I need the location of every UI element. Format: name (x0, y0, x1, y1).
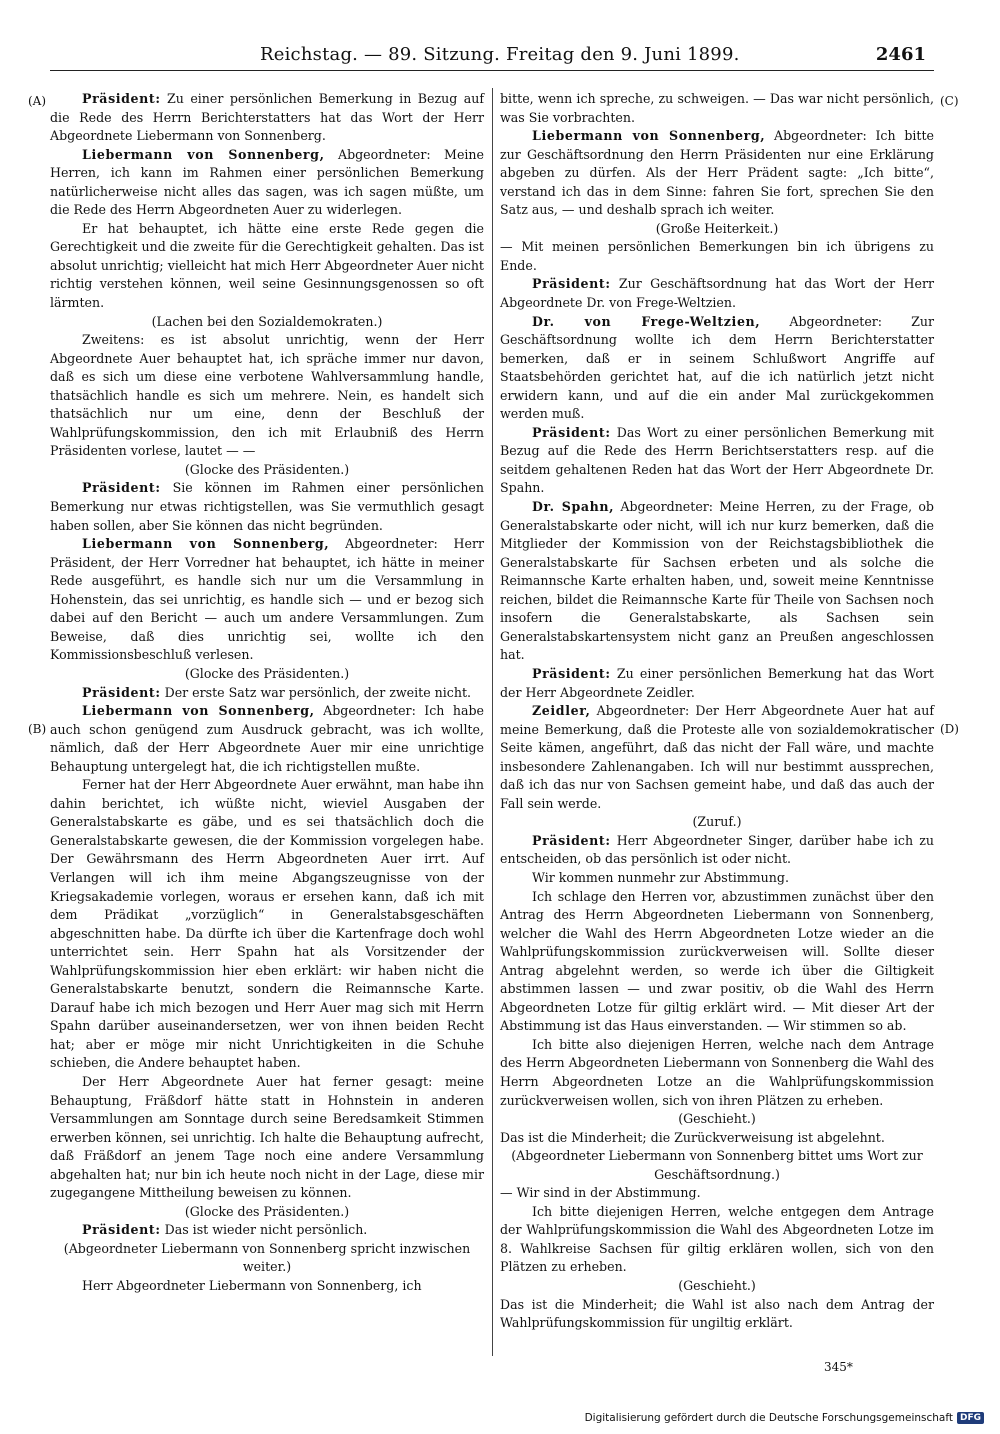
speech-paragraph (500, 1203, 934, 1277)
speech-paragraph (50, 776, 484, 1073)
speech-text: Das ist die Minderheit; die Zurückverweisung ist abgelehnt. (500, 1129, 885, 1145)
speaker-name: Präsident: (82, 91, 161, 106)
left-column (50, 90, 484, 1296)
speech-paragraph (50, 535, 484, 665)
speech-paragraph (50, 220, 484, 313)
stage-direction: (Abgeordneter Liebermann von Sonnenberg bittet ums Wort zur Geschäftsordnung.) (511, 1148, 923, 1182)
speech-text: Ich bitte diejenigen Herren, welche entgegen dem Antrage der Wahlprüfungskommission die Wahl des Abgeordneten Lotze im 8. Wahlkreise Sachsen für giltig erklären wollen, sich von den Plätzen zu erheben. (500, 1203, 934, 1275)
stage-direction: (Geschieht.) (678, 1278, 756, 1293)
speaker-name: Dr. Spahn, (532, 499, 615, 515)
dfg-logo: DFG (957, 1412, 984, 1424)
margin-mark-b: (B) (28, 722, 47, 736)
speaker-name: Liebermann von Sonnenberg, (82, 146, 325, 162)
speech-text: Wir kommen nunmehr zur Abstimmung. (532, 869, 789, 885)
speech-text: Das ist die Minderheit; die Wahl ist also nach dem Antrag der Wahlprüfungskommission für ungiltig erklärt. (500, 1296, 934, 1331)
speech-paragraph (50, 331, 484, 461)
stage-direction: (Große Heiterkeit.) (655, 220, 779, 236)
digitization-note: Digitalisierung gefördert durch die Deutsche Forschungsgemeinschaft (584, 1412, 953, 1424)
stage-direction: (Glocke des Präsidenten.) (184, 1203, 350, 1219)
speech-text: Abgeordneter: Herr Präsident, der Herr Vorredner hat behauptet, ich hätte in meiner Rede ausgeführt, es handle sich nur um die Versammlung in Hohenstein, das sei unrichtig, es handle sich — und er bezog sich dabei auf den Bericht — auch um andere Versammlungen. Zum Beweise, daß dies unrichtig sei, wollte ich den Kommissionsbeschluß verlesen. (50, 536, 484, 663)
speech-paragraph (500, 702, 934, 813)
stage-direction: (Geschieht.) (678, 1111, 756, 1127)
speaker-name: Dr. von Frege-Weltzien, (532, 313, 761, 329)
speech-paragraph (50, 702, 484, 776)
speech-text: Abgeordneter: Meine Herren, ich kann im Rahmen einer persönlichen Bemerkung natürlicherweise nicht alles das sagen, was ich sagen müßte, um die Rede des Herrn Abgeordneten Auer zu widerlegen. (50, 146, 484, 218)
speech-text: Abgeordneter: Der Herr Abgeordnete Auer hat auf meine Bemerkung, daß die Proteste alle von sozialdemokratischer Seite kämen, angeführt, daß das nicht der Fall wäre, und machte insbesondere Zahlenangaben. Ich will nur bestimmt aussprechen, daß ich das nur von Sachsen gemeint habe, und daß das auch der Fall sein werde. (500, 703, 934, 811)
speech-text: Abgeordneter: Ich bitte zur Geschäftsordnung den Herrn Präsidenten nur eine Erklärung abgeben zu dürfen. Als der Herr Prädent sagte: „Ich bitte“, verstand ich das in dem Sinne: fahren Sie fort, sprechen Sie den Satz aus, — und deshalb sprach ich weiter. (500, 128, 934, 218)
speech-paragraph (50, 1073, 484, 1203)
speech-paragraph (500, 832, 934, 869)
speech-paragraph (500, 238, 934, 275)
speech-text: Abgeordneter: Meine Herren, zu der Frage, ob Generalstabskarte oder nicht, will ich nur kurz bemerken, daß die Mitglieder der Kommission von der Reichstagsbibliothek die Generalstabskarte für Sachsen erbeten und als solche die Reimannsche Karte erhalten haben, und, soweit meine Kenntnisse reichen, bildet die Reimannsche Karte für Theile von Sachsen noch insofern die Generalstabskarte, als Sachsen sein Generalstabskartensystem nicht ganz an Preußen angeschlossen hat. (500, 499, 934, 663)
speech-paragraph (500, 313, 934, 424)
speaker-name: Präsident: (82, 480, 161, 496)
margin-mark-c: (C) (940, 94, 959, 108)
speech-paragraph (50, 90, 484, 146)
page-header (50, 38, 934, 71)
speech-text: Sie können im Rahmen einer persönlichen Bemerkung nur etwas richtigstellen, was Sie vermuthlich gesagt haben sollen, aber Sie können das nicht begründen. (50, 480, 484, 533)
speech-text: Abgeordneter: Zur Geschäftsordnung wollte ich dem Herrn Berichterstatter bemerken, daß er in seinem Schlußwort Angriffe auf Staatsbehörden gerichtet hat, auf die ich natürlich jetzt nicht erwidern kann, und auf die ein ander Mal zurückgekommen werden muß. (500, 313, 934, 422)
speech-paragraph (500, 90, 934, 127)
speech-paragraph (500, 498, 934, 665)
speech-text: Ich schlage den Herren vor, abzustimmen zunächst über den Antrag des Herrn Abgeordneten Liebermann von Sonnenberg, welcher die Wahl des Herrn Abgeordneten Lotze wieder an die Wahlprüfungskommission zurückverweisen will. Sollte dieser Antrag abgelehnt werden, so werde ich über die Giltigkeit abstimmen lassen — und zwar positiv, ob die Wahl des Herrn Abgeordneten Lotze für giltig erklärt wird. — Mit dieser Art der Abstimmung ist das Haus einverstanden. — Wir stimmen so ab. (500, 888, 934, 1034)
speech-text: Herr Abgeordneter Liebermann von Sonnenberg, ich (82, 1278, 422, 1293)
stage-direction: (Zuruf.) (692, 814, 742, 830)
speaker-name: Liebermann von Sonnenberg, (82, 703, 315, 719)
speech-text: Zweitens: es ist absolut unrichtig, wenn der Herr Abgeordnete Auer behauptet hat, ich spräche immer nur davon, daß es sich um diese eine verbotene Wahlversammlung handle, thatsächlich handle es sich um mehrere. Nein, es handelt sich thatsächlich nur um eine, denn der Beschluß der Wahlprüfungskommission, den ich mit Erlaubniß des Herrn Präsidenten vorlese, lautet — — (50, 332, 484, 459)
speech-text: Der erste Satz war persönlich, der zweite nicht. (164, 684, 472, 700)
right-column (500, 90, 934, 1333)
speaker-name: Präsident: (532, 832, 611, 848)
stage-direction: (Lachen bei den Sozialdemokraten.) (151, 313, 383, 329)
stage-direction: (Abgeordneter Liebermann von Sonnenberg spricht inzwischen weiter.) (63, 1240, 471, 1275)
speaker-name: Präsident: (532, 424, 611, 440)
stage-direction: (Glocke des Präsidenten.) (184, 461, 350, 477)
speech-paragraph (500, 275, 934, 312)
margin-mark-d: (D) (940, 722, 959, 736)
speech-paragraph (50, 684, 484, 703)
speech-paragraph (500, 1184, 934, 1203)
speaker-name: Präsident: (82, 1222, 161, 1238)
speech-paragraph (500, 888, 934, 1036)
speech-paragraph (500, 665, 934, 702)
speech-text: Der Herr Abgeordnete Auer hat ferner gesagt: meine Behauptung, Fräßdorf hätte statt in Hohnstein in anderen Versammlungen am Sonntage durch seine Beredsamkeit Stimmen erwerben können, sei unrichtig. Ich halte die Behauptung aufrecht, daß Fräßdorf an jenem Tage noch eine andere Versammlung abgehalten hat; nur bin ich heute noch nicht in der Lage, diese mir zugegangene Mittheilung beweisen zu können. (50, 1073, 484, 1201)
speech-paragraph (50, 1277, 484, 1296)
digitization-credit (585, 1412, 984, 1424)
speech-text: — Mit meinen persönlichen Bemerkungen bin ich übrigens zu Ende. (500, 239, 934, 273)
speaker-name: Zeidler, (532, 703, 591, 719)
speaker-name: Liebermann von Sonnenberg, (82, 536, 330, 552)
margin-mark-a: (A) (28, 94, 47, 108)
speech-text: Ferner hat der Herr Abgeordnete Auer erwähnt, man habe ihn dahin berichtet, ich wüßte nicht, wieviel Ausgaben der Generalstabskarte es gäbe, und es sei thatsächlich doch die Generalstabskarte gewesen, die der Kommission vorgelegen habe. Der Gewährsmann des Herrn Abgeordneten Auer irrt. Auf Verlangen will ich ihm meine Abgangszeugnisse von der Kriegsakademie vorlegen, woraus er ersehen kann, daß ich mit dem Prädikat „vorzüglich“ in Generalstabsgeschäften abgeschnitten habe. Da dürfte ich über die Kartenfrage doch wohl unterrichtet sein. Herr Spahn hat als Vorsitzender der Wahlprüfungskommission hier eben erklärt: wir haben nicht die Generalstabskarte benutzt, sondern die Reimannsche Karte. Darauf habe ich mich bezogen und Herr Auer mag sich mit Herrn Spahn darüber auseinandersetzen, wer von ihnen beiden Recht hat; aber er möge mir nicht Unrichtigkeiten in die Schuhe schieben, die Andere behauptet haben. (50, 777, 484, 1071)
speech-text: Ich bitte also diejenigen Herren, welche nach dem Antrage des Herrn Abgeordneten Liebermann von Sonnenberg die Wahl des Herrn Abgeordneten Lotze an die Wahlprüfungskommission zurückverweisen wollen, sich von ihren Plätzen zu erheben. (500, 1036, 934, 1108)
speech-paragraph (500, 127, 934, 220)
running-title: Reichstag. — 89. Sitzung. Freitag den 9. Juni 1899. (260, 44, 740, 65)
speech-paragraph (500, 869, 934, 888)
speech-paragraph (500, 1129, 934, 1148)
speech-text: Das ist wieder nicht persönlich. (164, 1222, 368, 1238)
page-number: 2461 (875, 44, 926, 65)
speech-text: Zu einer persönlichen Bemerkung in Bezug auf die Rede des Herrn Berichterstatters hat das Wort der Herr Abgeordnete Liebermann von Sonnenberg. (50, 91, 484, 144)
speech-paragraph (50, 1221, 484, 1240)
speech-text: Abgeordneter: Ich habe auch schon genügend zum Ausdruck gebracht, was ich wollte, nämlich, daß der Herr Abgeordnete Auer mir eine unrichtige Behauptung untergelegt hat, die ich richtigstellen mußte. (50, 703, 484, 774)
speaker-name: Präsident: (532, 665, 611, 681)
speech-paragraph (500, 424, 934, 498)
speech-text: Zur Geschäftsordnung hat das Wort der Herr Abgeordnete Dr. von Frege-Weltzien. (500, 276, 934, 311)
speech-text: Das Wort zu einer persönlichen Bemerkung mit Bezug auf die Rede des Herrn Berichtserstatters resp. auf die seitdem gehaltenen Reden hat das Wort der Herr Abgeordnete Dr. Spahn. (500, 424, 934, 496)
speech-paragraph (50, 146, 484, 220)
speech-text: Er hat behauptet, ich hätte eine erste Rede gegen die Gerechtigkeit und die zweite für die Gerechtigkeit gehalten. Das ist absolut unrichtig; vielleicht hat mich Herr Abgeordneter Auer nicht richtig verstehen können, weil seine Gesinnungsgenossen so oft lärmten. (50, 220, 484, 311)
speech-paragraph (500, 1296, 934, 1333)
speech-text: Zu einer persönlichen Bemerkung hat das Wort der Herr Abgeordnete Zeidler. (500, 665, 934, 700)
sheet-number: 345* (824, 1360, 853, 1374)
speaker-name: Präsident: (82, 684, 161, 700)
speaker-name: Präsident: (532, 276, 611, 292)
speech-text: Herr Abgeordneter Singer, darüber habe ich zu entscheiden, ob das persönlich ist oder nicht. (500, 832, 934, 867)
speech-paragraph (500, 1036, 934, 1110)
speech-text: bitte, wenn ich spreche, zu schweigen. — Das war nicht persönlich, was Sie vorbrachten. (500, 91, 934, 125)
speech-paragraph (50, 479, 484, 535)
speaker-name: Liebermann von Sonnenberg, (532, 128, 766, 144)
speech-text: — Wir sind in der Abstimmung. (500, 1185, 701, 1201)
stage-direction: (Glocke des Präsidenten.) (184, 665, 350, 681)
column-divider (492, 88, 493, 1356)
